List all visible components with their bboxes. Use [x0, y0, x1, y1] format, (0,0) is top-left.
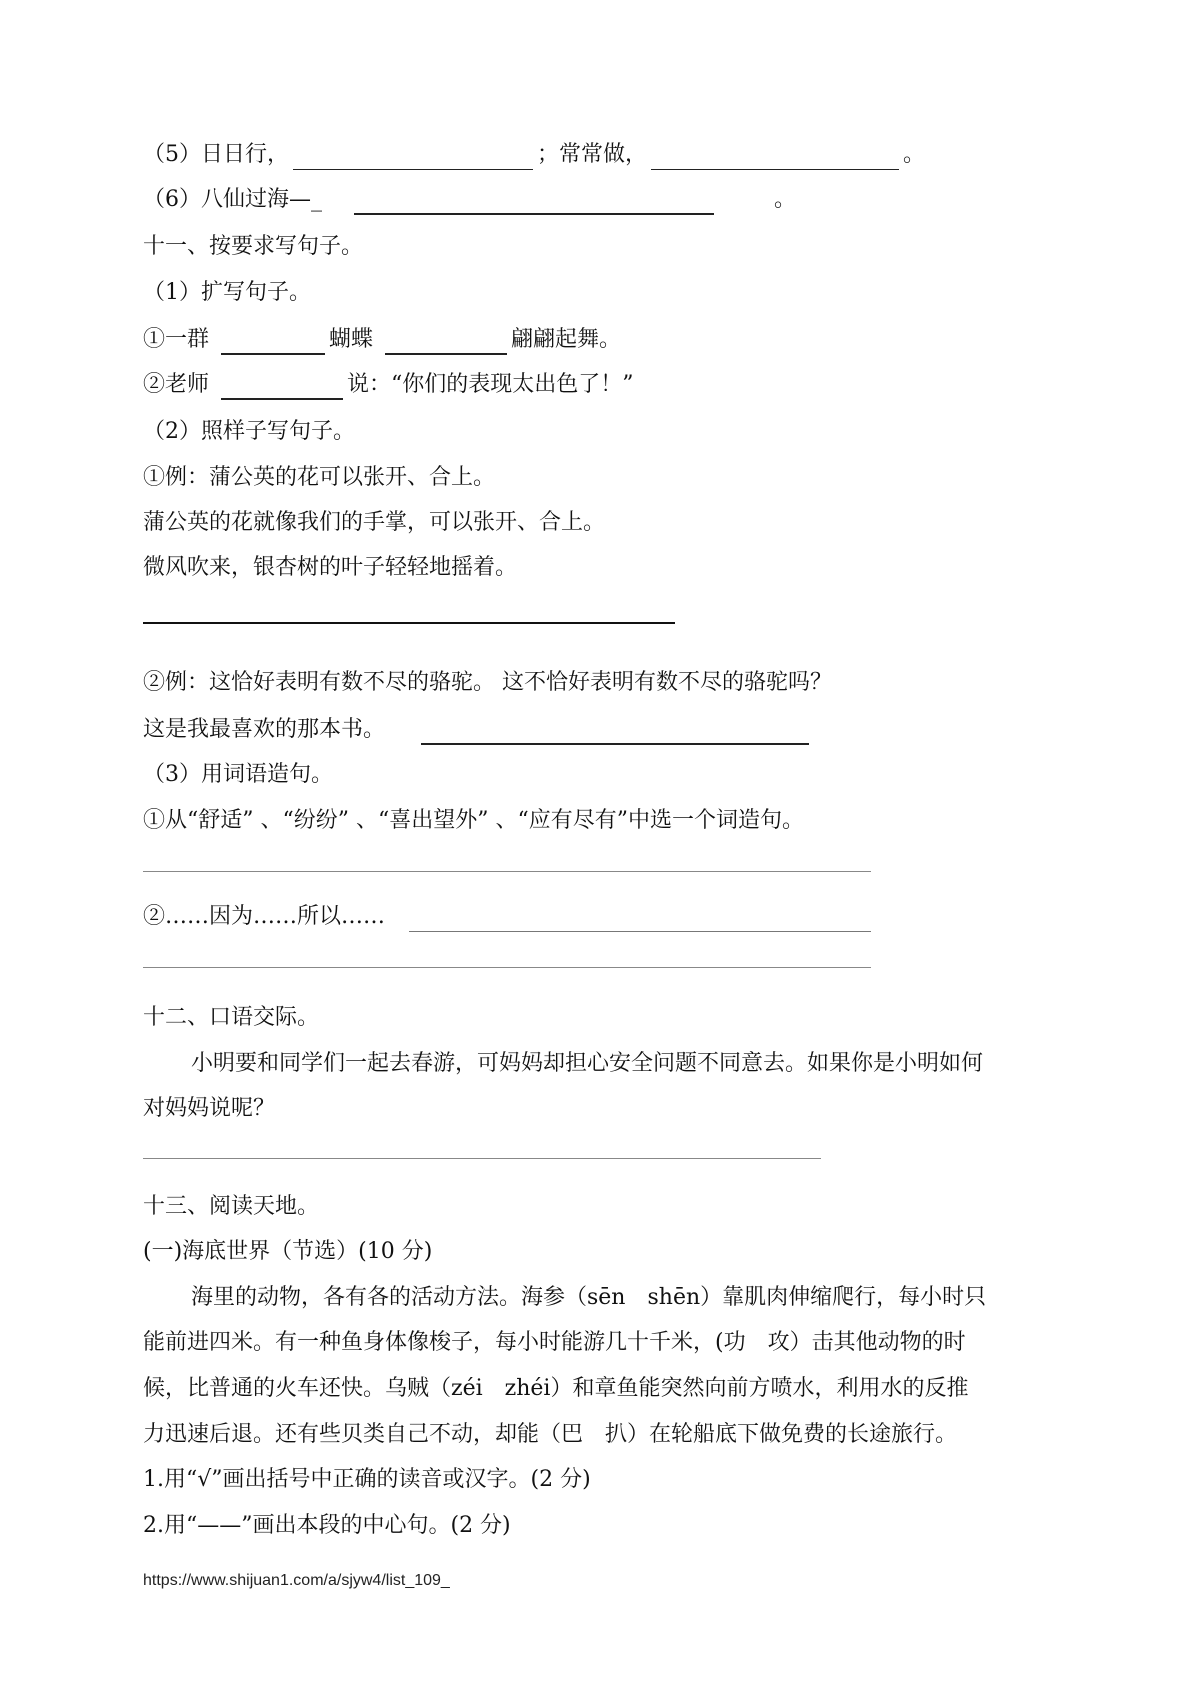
- answer-blank[interactable]: [409, 909, 871, 932]
- line-5-text-c: 。: [903, 142, 926, 167]
- footer-url[interactable]: https://www.shijuan1.com/a/sjyw4/list_109_: [143, 1572, 450, 1589]
- question-1: 1.用“√”画出括号中正确的读音或汉字。(2 分): [143, 1467, 591, 1492]
- example-1-line-2: 蒲公英的花就像我们的手掌，可以张开、合上。: [143, 510, 606, 535]
- passage-line-3: 候，比普通的火车还快。乌贼（zéi zhéi）和章鱼能突然向前方喷水，利用水的反推: [143, 1376, 969, 1401]
- section-11-part-2: （2）照样子写句子。: [143, 419, 355, 444]
- answer-blank[interactable]: [354, 191, 714, 215]
- line-5-text-b: ；常常做，: [537, 142, 648, 167]
- section-11-part-1: （1）扩写句子。: [143, 280, 311, 305]
- line-6: [143, 185, 796, 215]
- make-sentence-1: ①从“舒适” 、“纷纷” 、“喜出望外” 、“应有尽有”中选一个词造句。: [143, 808, 804, 833]
- answer-line[interactable]: [143, 622, 675, 624]
- make-sentence-2-text: ②……因为……所以……: [143, 904, 386, 929]
- expand-sentence-1: [143, 325, 621, 355]
- section-11-title: 十一、按要求写句子。: [143, 234, 364, 259]
- example-2-line-2: [143, 715, 813, 745]
- answer-blank[interactable]: [293, 147, 533, 170]
- answer-blank[interactable]: [421, 721, 809, 745]
- answer-blank[interactable]: [221, 331, 325, 355]
- expand-1-text-a: ①一群: [143, 327, 210, 352]
- expand-1-text-c: 翩翩起舞。: [511, 327, 622, 352]
- answer-blank[interactable]: [651, 147, 899, 170]
- answer-blank[interactable]: [385, 331, 507, 355]
- answer-blank[interactable]: [221, 376, 343, 400]
- section-13-title: 十三、阅读天地。: [143, 1194, 320, 1219]
- example-2-line-1: ②例：这恰好表明有数不尽的骆驼。 这不恰好表明有数不尽的骆驼吗？: [143, 670, 832, 695]
- section-11-part-3: （3）用词语造句。: [143, 762, 333, 787]
- example-1-line-3: 微风吹来，银杏树的叶子轻轻地摇着。: [143, 555, 518, 580]
- line-6-text-b: 。: [774, 187, 797, 212]
- expand-sentence-2: [143, 370, 634, 400]
- example-2-text: 这是我最喜欢的那本书。: [143, 717, 386, 742]
- section-12-paragraph-1: 小明要和同学们一起去春游，可妈妈却担心安全问题不同意去。如果你是小明如何: [191, 1051, 984, 1076]
- line-6-text-a: （6）八仙过海—_: [143, 187, 322, 212]
- question-2: 2.用“——”画出本段的中心句。(2 分): [143, 1513, 511, 1538]
- example-1-line-1: ①例：蒲公英的花可以张开、合上。: [143, 465, 496, 490]
- line-5-text-a: （5）日日行，: [143, 142, 289, 167]
- line-5: [143, 140, 925, 170]
- answer-line[interactable]: [143, 967, 871, 968]
- answer-line[interactable]: [143, 871, 871, 872]
- expand-2-text-a: ②老师: [143, 372, 210, 397]
- section-12-title: 十二、口语交际。: [143, 1005, 320, 1030]
- passage-line-4: 力迅速后退。还有些贝类自己不动，却能（巴 扒）在轮船底下做免费的长途旅行。: [143, 1422, 958, 1447]
- section-12-paragraph-2: 对妈妈说呢？: [143, 1096, 276, 1121]
- section-13-subtitle: (一)海底世界（节选）(10 分): [143, 1239, 433, 1264]
- make-sentence-2: [143, 902, 875, 932]
- expand-2-text-b: 说：“你们的表现太出色了！”: [347, 372, 634, 397]
- expand-1-text-b: 蝴蝶: [329, 327, 374, 352]
- passage-line-1: 海里的动物，各有各的活动方法。海参（sēn shēn）靠肌肉伸缩爬行，每小时只: [191, 1285, 987, 1310]
- answer-line[interactable]: [143, 1158, 821, 1159]
- passage-line-2: 能前进四米。有一种鱼身体像梭子，每小时能游几十千米，(功 攻）击其他动物的时: [143, 1330, 966, 1355]
